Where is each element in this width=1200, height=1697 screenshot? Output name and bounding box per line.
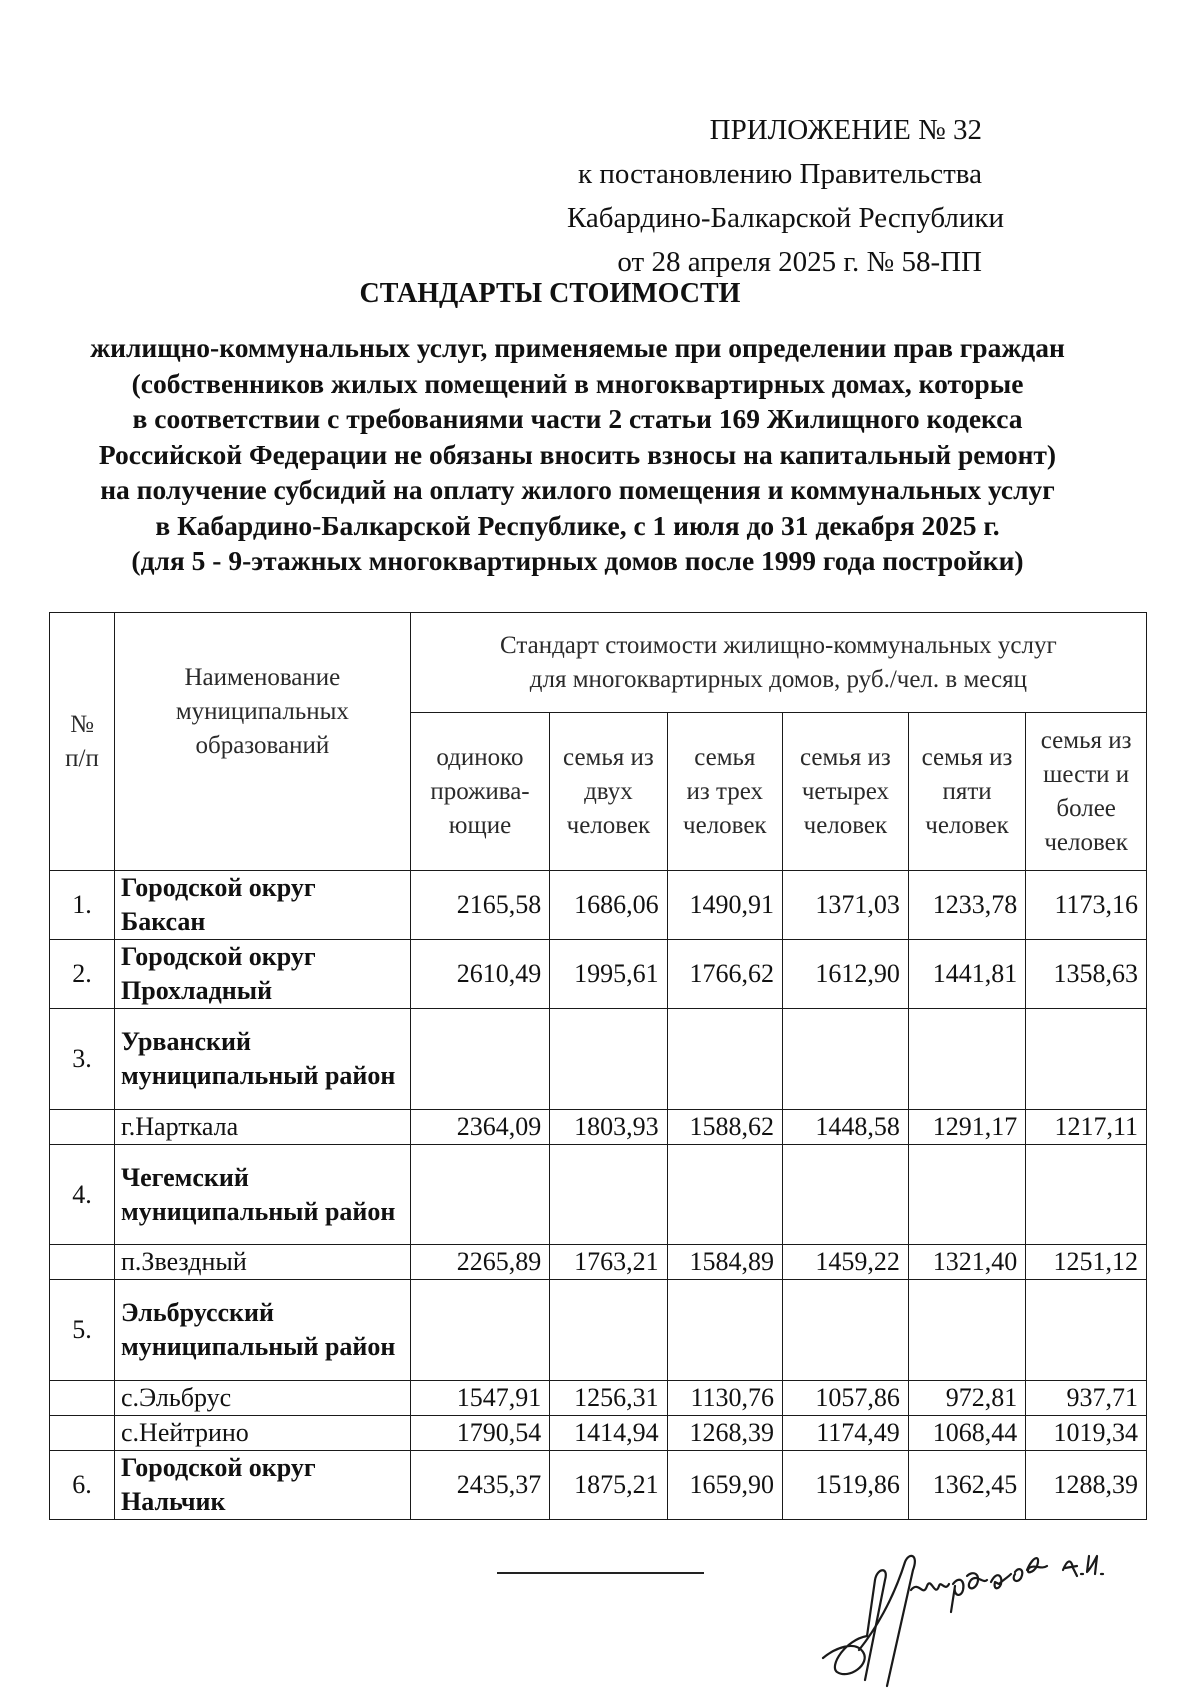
table-row <box>50 940 1147 1009</box>
cost-value <box>908 1145 1025 1245</box>
subtitle-line: в Кабардино-Балкарской Республике, с 1 июля до 31 декабря 2025 г. <box>155 509 1000 541</box>
cost-value: 1268,39 <box>667 1416 782 1451</box>
cost-value: 1233,78 <box>908 871 1025 940</box>
cost-value: 1766,62 <box>667 940 782 1009</box>
cost-value: 1686,06 <box>550 871 667 940</box>
subtitle-line: в соответствии с требованиями части 2 статьи 169 Жилищного кодекса <box>132 403 1023 434</box>
row-number: 1. <box>50 871 115 940</box>
row-number <box>50 1245 115 1280</box>
cost-value: 2364,09 <box>410 1110 549 1145</box>
cost-value <box>782 1009 908 1110</box>
cost-value: 1763,21 <box>550 1245 667 1280</box>
cost-value: 1588,62 <box>667 1110 782 1145</box>
cost-value: 972,81 <box>908 1381 1025 1416</box>
cost-value <box>550 1280 667 1381</box>
cost-value <box>908 1009 1025 1110</box>
cost-value: 1803,93 <box>550 1110 667 1145</box>
municipality-name: с.Эльбрус <box>115 1381 411 1416</box>
cost-value: 1057,86 <box>782 1381 908 1416</box>
document-title: СТАНДАРТЫ СТОИМОСТИ <box>359 278 741 309</box>
table-row <box>50 1009 1147 1110</box>
subtitle-line: (собственников жилых помещений в многоквартирных домах, которые <box>131 367 1024 399</box>
table-row <box>50 871 1147 940</box>
document-subtitle <box>60 330 1095 579</box>
cost-value: 1217,11 <box>1026 1110 1147 1145</box>
cost-value: 2610,49 <box>410 940 549 1009</box>
subtitle-line: жилищно-коммунальных услуг, применяемые при определении прав граждан <box>90 332 1065 363</box>
table-row <box>50 1280 1147 1381</box>
cost-value <box>667 1280 782 1381</box>
header-number: № п/п <box>50 613 115 871</box>
municipality-name: Городской округ Нальчик <box>115 1451 411 1520</box>
column-header: семья из шести и более человек <box>1026 713 1147 871</box>
cost-value: 1441,81 <box>908 940 1025 1009</box>
row-number <box>50 1381 115 1416</box>
cost-value: 1251,12 <box>1026 1245 1147 1280</box>
cost-value <box>410 1009 549 1110</box>
cost-value: 1995,61 <box>550 940 667 1009</box>
row-number: 4. <box>50 1145 115 1245</box>
cost-value <box>410 1280 549 1381</box>
cost-value: 1362,45 <box>908 1451 1025 1520</box>
column-header: семья из пяти человек <box>908 713 1025 871</box>
row-number <box>50 1110 115 1145</box>
table-row <box>50 1145 1147 1245</box>
municipality-name: Чегемский муниципальный район <box>115 1145 411 1245</box>
column-header: одиноко прожива- ющие <box>410 713 549 871</box>
municipality-name: г.Нарткала <box>115 1110 411 1145</box>
cost-value: 1130,76 <box>667 1381 782 1416</box>
cost-value: 1448,58 <box>782 1110 908 1145</box>
table-row <box>50 1416 1147 1451</box>
cost-value: 1288,39 <box>1026 1451 1147 1520</box>
table-row <box>50 1245 1147 1280</box>
cost-value <box>667 1009 782 1110</box>
row-number: 2. <box>50 940 115 1009</box>
cost-value: 2265,89 <box>410 1245 549 1280</box>
appendix-block <box>566 108 1004 284</box>
cost-value: 1659,90 <box>667 1451 782 1520</box>
table-row <box>50 1381 1147 1416</box>
column-header: семья из трех человек <box>667 713 782 871</box>
row-number <box>50 1416 115 1451</box>
subtitle-line: на получение субсидий на оплату жилого помещения и коммунальных услуг <box>100 474 1055 505</box>
cost-value: 1459,22 <box>782 1245 908 1280</box>
table-row <box>50 1110 1147 1145</box>
cost-value <box>782 1145 908 1245</box>
row-number: 3. <box>50 1009 115 1110</box>
separator-line <box>497 1572 704 1574</box>
column-header: семья из четырех человек <box>782 713 908 871</box>
cost-value: 2435,37 <box>410 1451 549 1520</box>
municipality-name: Урванский муниципальный район <box>115 1009 411 1110</box>
cost-value: 1174,49 <box>782 1416 908 1451</box>
municipality-name: Эльбрусский муниципальный район <box>115 1280 411 1381</box>
cost-value <box>1026 1145 1147 1245</box>
header-municipality: Наименование муниципальных образований <box>115 613 411 871</box>
row-number: 5. <box>50 1280 115 1381</box>
cost-value <box>667 1145 782 1245</box>
row-number: 6. <box>50 1451 115 1520</box>
municipality-name: Городской округ Прохладный <box>115 940 411 1009</box>
cost-value <box>550 1009 667 1110</box>
cost-value: 1612,90 <box>782 940 908 1009</box>
column-header: семья из двух человек <box>550 713 667 871</box>
cost-value: 1291,17 <box>908 1110 1025 1145</box>
appendix-number: ПРИЛОЖЕНИЕ № 32 <box>709 114 982 146</box>
cost-value: 1519,86 <box>782 1451 908 1520</box>
subtitle-line: (для 5 - 9-этажных многоквартирных домов после 1999 года постройки) <box>131 545 1024 576</box>
table-row <box>50 1451 1147 1520</box>
appendix-decree: к постановлению Правительства <box>578 158 982 190</box>
cost-value <box>550 1145 667 1245</box>
cost-value: 1173,16 <box>1026 871 1147 940</box>
cost-value: 2165,58 <box>410 871 549 940</box>
cost-value: 1490,91 <box>667 871 782 940</box>
cost-value: 1019,34 <box>1026 1416 1147 1451</box>
cost-value <box>1026 1280 1147 1381</box>
cost-value: 937,71 <box>1026 1381 1147 1416</box>
cost-value: 1414,94 <box>550 1416 667 1451</box>
cost-value: 1547,91 <box>410 1381 549 1416</box>
cost-value: 1371,03 <box>782 871 908 940</box>
subtitle-line: Российской Федерации не обязаны вносить взносы на капитальный ремонт) <box>98 438 1057 470</box>
municipality-name: Городской округ Баксан <box>115 871 411 940</box>
cost-standards-table <box>49 612 1147 1520</box>
municipality-name: п.Звездный <box>115 1245 411 1280</box>
signature-icon <box>815 1540 1105 1690</box>
header-standard-group: Стандарт стоимости жилищно-коммунальных услуг для многоквартирных домов, руб./чел. в месяц <box>410 613 1146 713</box>
appendix-government: Кабардино-Балкарской Республики <box>566 202 1004 234</box>
municipality-name: с.Нейтрино <box>115 1416 411 1451</box>
appendix-date: от 28 апреля 2025 г. № 58-ПП <box>617 246 982 278</box>
cost-value: 1321,40 <box>908 1245 1025 1280</box>
cost-value: 1790,54 <box>410 1416 549 1451</box>
cost-value: 1584,89 <box>667 1245 782 1280</box>
cost-value <box>908 1280 1025 1381</box>
signature <box>815 1540 1105 1695</box>
cost-value <box>782 1280 908 1381</box>
cost-value <box>1026 1009 1147 1110</box>
cost-value: 1358,63 <box>1026 940 1147 1009</box>
cost-value: 1875,21 <box>550 1451 667 1520</box>
cost-value: 1256,31 <box>550 1381 667 1416</box>
cost-value <box>410 1145 549 1245</box>
cost-value: 1068,44 <box>908 1416 1025 1451</box>
